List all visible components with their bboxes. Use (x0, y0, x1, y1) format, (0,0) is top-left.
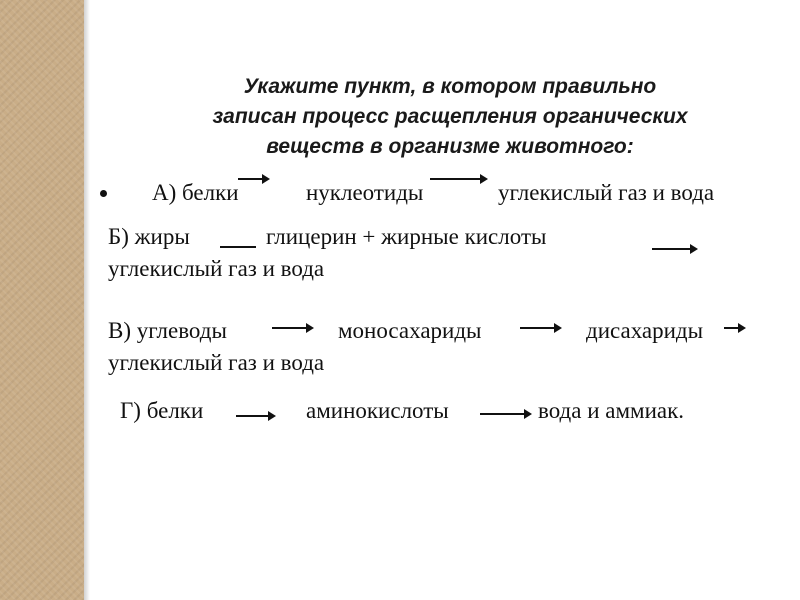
side-bar-shadow (84, 0, 90, 600)
question-line-2: записан процесс расщепления органических (212, 105, 688, 128)
option-a-step-2: нуклеотиды (306, 180, 424, 205)
option-b-step-2: глицерин + жирные кислоты (266, 224, 547, 249)
option-g-step-3: вода и аммиак. (538, 398, 685, 423)
option-g-arrow-1-icon (236, 415, 274, 417)
option-b-label: Б) жиры (108, 224, 190, 249)
option-g-label: Г) белки (120, 398, 204, 423)
option-b-arrow-icon (652, 248, 696, 250)
option-b-step-3: углекислый газ и вода (108, 256, 325, 281)
decorative-side-bar (0, 0, 84, 600)
option-v-step-4: углекислый газ и вода (108, 350, 325, 375)
option-v-arrow-2-icon (520, 327, 560, 329)
option-v-step-2: моносахариды (338, 318, 482, 343)
question-line-1: Укажите пункт, в котором правильно (243, 75, 657, 98)
option-g-step-2: аминокислоты (306, 398, 449, 423)
option-v-label: В) углеводы (108, 318, 227, 343)
question-text (120, 72, 780, 162)
option-g-arrow-2-icon (480, 413, 530, 415)
option-v-arrow-3-icon (724, 327, 744, 329)
option-a-arrow-1-icon (238, 178, 268, 180)
option-a-label: А) белки (152, 180, 239, 205)
option-b-line (220, 246, 256, 248)
option-a-arrow-2-icon (430, 178, 486, 180)
option-v-arrow-1-icon (272, 327, 312, 329)
option-a-step-3: углекислый газ и вода (498, 180, 715, 205)
question-line-3: веществ в организме животного: (266, 135, 634, 158)
option-v-step-3: дисахариды (586, 318, 704, 343)
bullet-icon (100, 190, 107, 197)
